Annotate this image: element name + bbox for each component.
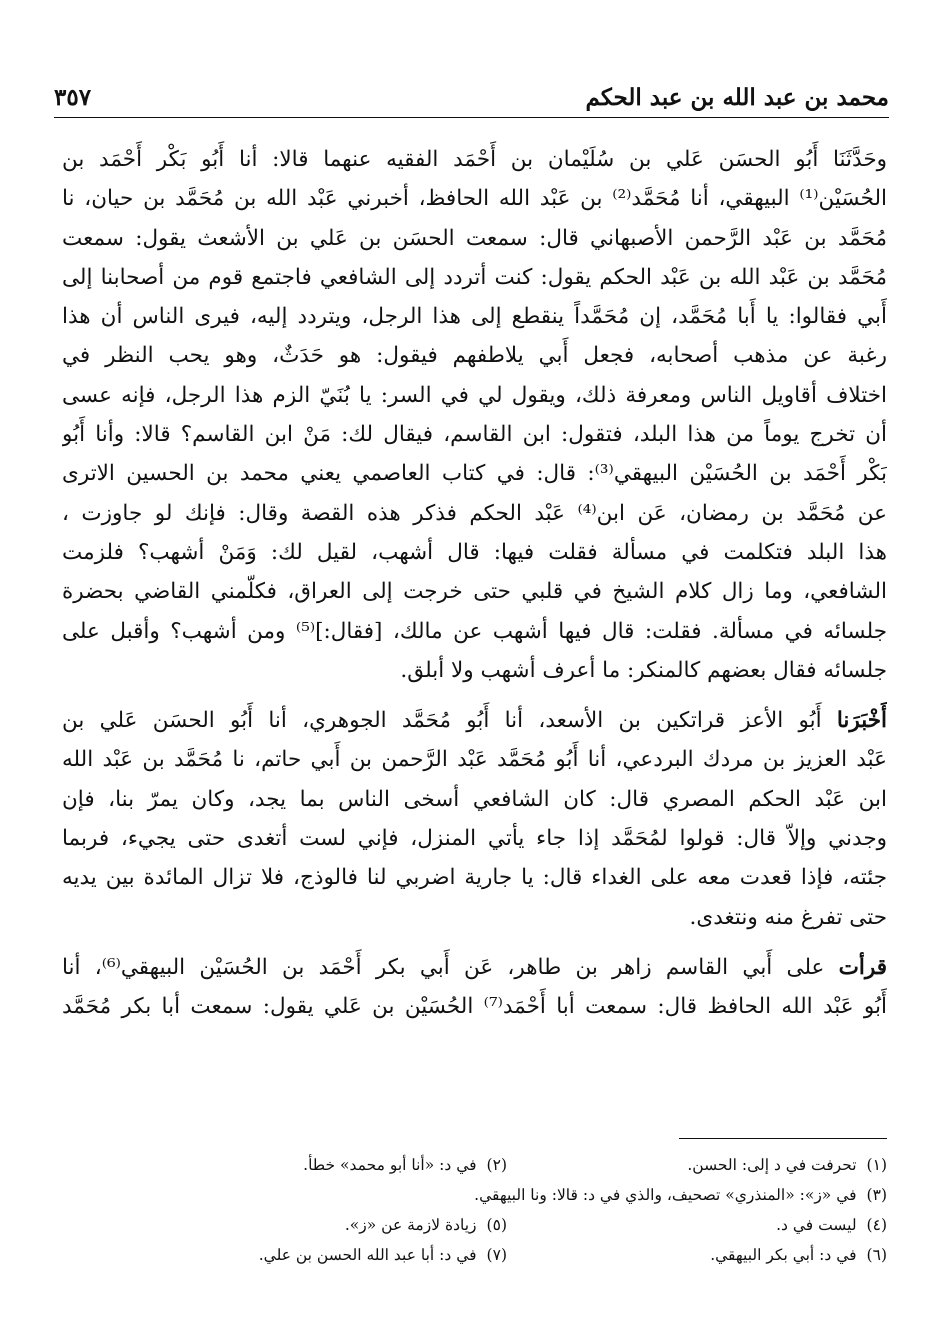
- page-header: [54, 78, 889, 118]
- text-line: وحَدَّثَنَا أَبُو الحسَن عَلي بن سُلَيْمان بن أَحْمَد الفقيه عنهما قالا: أنا أَبُو بَكْر أَحْمَد بن: [62, 147, 887, 172]
- text-line: اختلاف أقاويل الناس ومعرفة ذلك، ويقول لي في السر: يا بُنَيّ الزم هذا الرجل، فإنه عسى: [62, 382, 887, 408]
- footnote-number: (٢): [486, 1156, 507, 1174]
- footnote-text: ليست في د.: [776, 1216, 857, 1234]
- footnotes: [200, 1150, 887, 1270]
- paragraph-lead-word: أَخْبَرَنا: [836, 708, 887, 734]
- header-rule: [54, 117, 889, 118]
- text-line: الحُسَيْن⁽¹⁾ البيهقي، أنا مُحَمَّد⁽²⁾ بن عَبْد الله الحافظ، أخبرني عَبْد الله بن مُحَمَّد بن حيان، نا: [62, 186, 887, 212]
- text-line: جلسائه فقال بعضهم كالمنكر: ما أعرف أشهب ولا أبلق.: [400, 657, 887, 683]
- footnote-rule: [679, 1138, 887, 1139]
- text-line: عن مُحَمَّد بن رمضان، عَن ابن⁽⁴⁾ عَبْد الحكم فذكر هذه القصة وقال: فإنك لو جاوزت ،: [62, 500, 887, 526]
- footnote-text: في «ز»: «المنذري» تصحيف، والذي في د: قالا: ونا البيهقي.: [474, 1186, 857, 1204]
- text-line: وجدني وإلاّ قال: قولوا لمُحَمَّد إذا جاء يأتي المنزل، فإني لست أتغدى حتى يجيء، فربما: [62, 826, 887, 852]
- main-text: [62, 140, 887, 1038]
- footnote-5: [345, 1210, 507, 1240]
- text-line: [62, 701, 887, 740]
- text-line: ابن عَبْد الحكم المصري قال: كان الشافعي أسخى الناس بما يجد، وكان يمرّ بنا، فإن: [62, 786, 887, 812]
- footnote-number: (٤): [866, 1216, 887, 1234]
- footnote-7: [259, 1240, 507, 1270]
- footnote-number: (٦): [866, 1246, 887, 1264]
- paragraph-2: [62, 701, 887, 937]
- text-line: أَبُو عَبْد الله الحافظ قال: سمعت أبا أَحْمَد⁽⁷⁾ الحُسَيْن بن عَلي يقول: سمعت أبا بكر مُحَمَّد: [62, 994, 887, 1020]
- text-line: الشافعي، وما زال كلام الشيخ في قلبي حتى خرجت إلى العراق، فكلّمني القاضي بحضرة: [62, 579, 887, 605]
- footnote-number: (٣): [866, 1186, 887, 1204]
- paragraph-3: [62, 948, 887, 1027]
- footnote-text: تحرفت في د إلى: الحسن.: [687, 1156, 857, 1174]
- footnote-text: في د: أبا عبد الله الحسن بن علي.: [258, 1246, 477, 1264]
- footnote-text: زيادة لازمة عن «ز».: [344, 1216, 477, 1234]
- page-number: ٣٥٧: [54, 84, 92, 111]
- text-line: هذا البلد فتكلمت في مسألة فقلت فيها: قال أشهب، لقيل لك: وَمَنْ أشهب؟ فلزمت: [62, 539, 887, 565]
- line-text: أَبُو الأعز قراتكين بن الأسعد، أنا أَبُو مُحَمَّد الجوهري، أنا أَبُو الحسَن عَلي بن: [62, 708, 837, 734]
- text-line: رغبة عن مذهب أصحابه، فجعل أَبي يلاطفهم فيقول: هو حَدَثٌ، وهو يحب النظر في: [62, 343, 887, 369]
- text-line: عَبْد العزيز بن مردك البردعي، أنا أَبُو مُحَمَّد عَبْد الرَّحمن بن أَبي حاتم، نا مُحَمَّد بن عَبْد الله: [62, 747, 887, 773]
- footnote-number: (٥): [486, 1216, 507, 1234]
- footnote-2: [303, 1150, 507, 1180]
- footnote-4: [776, 1210, 887, 1240]
- text-line: حتى تفرغ منه ونتغدى.: [689, 904, 887, 930]
- footnote-3: [474, 1180, 887, 1210]
- text-line: أَبي فقالوا: يا أَبا مُحَمَّد، إن مُحَمَّداً ينقطع إلى هذا الرجل، ويتردد إليه، فيرى الناس أن هذا: [62, 304, 887, 330]
- text-line: مُحَمَّد بن عَبْد الله بن عَبْد الحكم يقول: كنت أتردد إلى الشافعي فاجتمع قوم من أصحابنا إلى: [62, 264, 887, 290]
- footnote-text: في د: أبي بكر البيهقي.: [710, 1246, 857, 1264]
- text-line: جئته، فإذا قعدت معه على الغداء قال: يا جارية اضربي لنا فالوذج، فلا تزال المائدة بين يديه: [62, 865, 887, 891]
- text-line: [62, 948, 887, 987]
- text-line: مُحَمَّد بن عَبْد الرَّحمن الأصبهاني قال: سمعت الحسَن بن عَلي بن الأشعث يقول: سمعت: [62, 225, 887, 251]
- text-line: بَكْر أَحْمَد بن الحُسَيْن البيهقي⁽³⁾: قال: في كتاب العاصمي يعني محمد بن الحسين الاترى: [62, 461, 887, 487]
- footnote-number: (٧): [486, 1246, 507, 1264]
- paragraph-lead-word: قرأت: [838, 954, 887, 980]
- footnote-6: [710, 1240, 887, 1270]
- running-title: محمد بن عبد الله بن عبد الحكم: [585, 84, 889, 111]
- text-line: جلسائه في مسألة. فقلت: قال فيها أشهب عن مالك، [فقال:]⁽⁵⁾ ومن أشهب؟ وأقبل على: [62, 618, 887, 644]
- footnote-1: [687, 1150, 887, 1180]
- text-line: أن تخرج يوماً من هذا البلد، فتقول: ابن القاسم، فيقال لك: مَنْ ابن القاسم؟ قالا: وأنا أَبُو: [62, 422, 887, 448]
- footnote-text: في د: «أنا أبو محمد» خطأ.: [303, 1156, 477, 1174]
- paragraph-1: [62, 140, 887, 690]
- line-text: على أَبي القاسم زاهر بن طاهر، عَن أَبي بكر أَحْمَد بن الحُسَيْن البيهقي⁽⁶⁾، أنا: [62, 954, 839, 980]
- footnote-number: (١): [866, 1156, 887, 1174]
